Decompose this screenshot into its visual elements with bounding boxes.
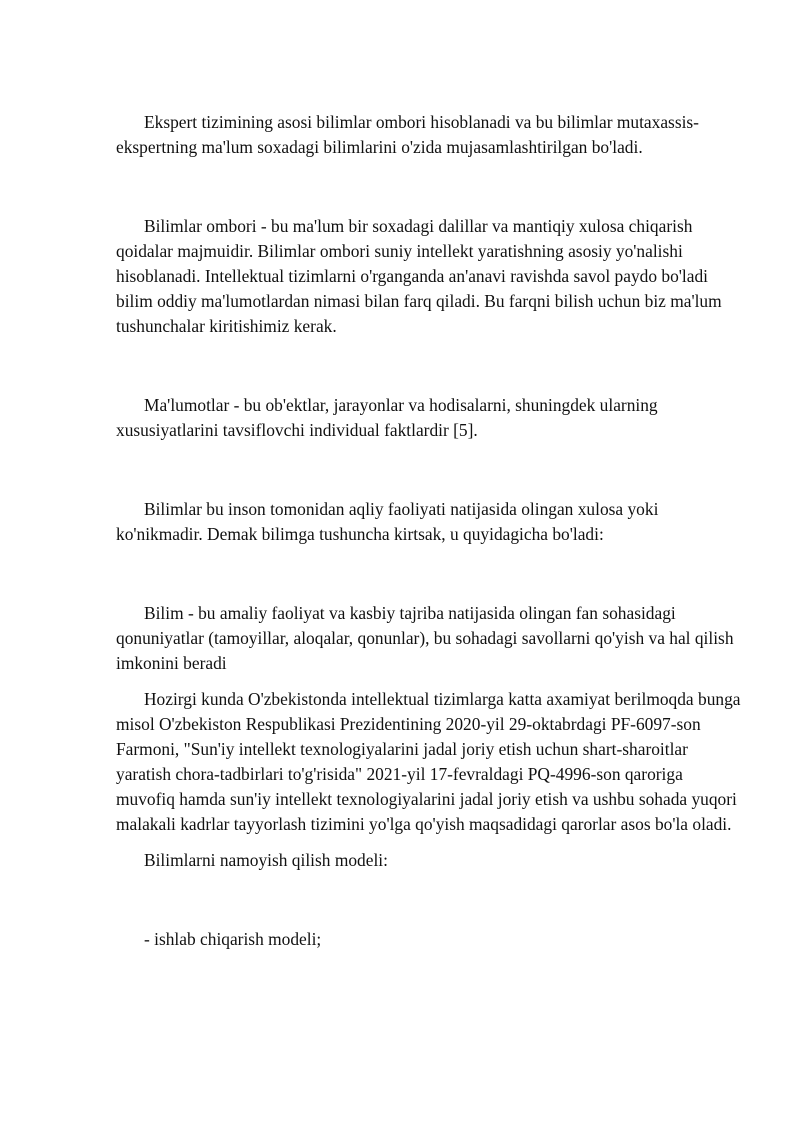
- list-item-production-model: - ishlab chiqarish modeli;: [144, 929, 322, 949]
- document-page: [116, 110, 746, 952]
- paragraph-uzbekistan-decrees: Hozirgi kunda O'zbekistonda intellektual tizimlarga katta axamiyat berilmoqda bunga misol O'zbekiston Respublikasi Prezidentining 2020-yil 29-oktabrdagi PF-6097-son Farmoni, "Sun'iy intellekt texnologiyalarini jadal joriy etish uchun shart-sharoitlar yaratish chora-tadbirlari to'g'risida" 2021-yil 17-fevraldagi PQ-4996-son qaroriga muvofiq hamda sun'iy intellekt texnologiyalarini jadal joriy etish va ushbu sohada yuqori malakali kadrlar tayyorlash tizimini yo'lga qo'yish maqsadidagi qarorlar asos bo'la oladi.: [116, 689, 741, 834]
- paragraph-data-definition: Ma'lumotlar - bu ob'ektlar, jarayonlar va hodisalarni, shuningdek ularning xususiyatlarini tavsiflovchi individual faktlardir [5].: [116, 395, 658, 440]
- paragraph-knowledge-definition: Bilim - bu amaliy faoliyat va kasbiy tajriba natijasida olingan fan sohasidagi qonuniyatlar (tamoyillar, aloqalar, qonunlar), bu sohadagi savollarni qo'yish va hal qilish imkonini beradi: [116, 603, 734, 673]
- paragraph-knowledge-human: Bilimlar bu inson tomonidan aqliy faoliyati natijasida olingan xulosa yoki ko'nikmadir. Demak bilimga tushuncha kirtsak, u quyidagicha bo'ladi:: [116, 499, 659, 544]
- paragraph-representation-models: Bilimlarni namoyish qilish modeli:: [144, 850, 388, 870]
- paragraph-expert-system: Ekspert tizimining asosi bilimlar ombori hisoblanadi va bu bilimlar mutaxassis-ekspertning ma'lum soxadagi bilimlarini o'zida mujasamlashtirilgan bo'ladi.: [116, 112, 699, 157]
- paragraph-knowledge-base: Bilimlar ombori - bu ma'lum bir soxadagi dalillar va mantiqiy xulosa chiqarish qoidalar majmuidir. Bilimlar ombori suniy intellekt yaratishning asosiy yo'nalishi hisoblanadi. Intellektual tizimlarni o'rganganda an'anavi ravishda savol paydo bo'ladi bilim oddiy ma'lumotlardan nimasi bilan farq qiladi. Bu farqni bilish uchun biz ma'lum tushunchalar kiritishimiz kerak.: [116, 216, 722, 336]
